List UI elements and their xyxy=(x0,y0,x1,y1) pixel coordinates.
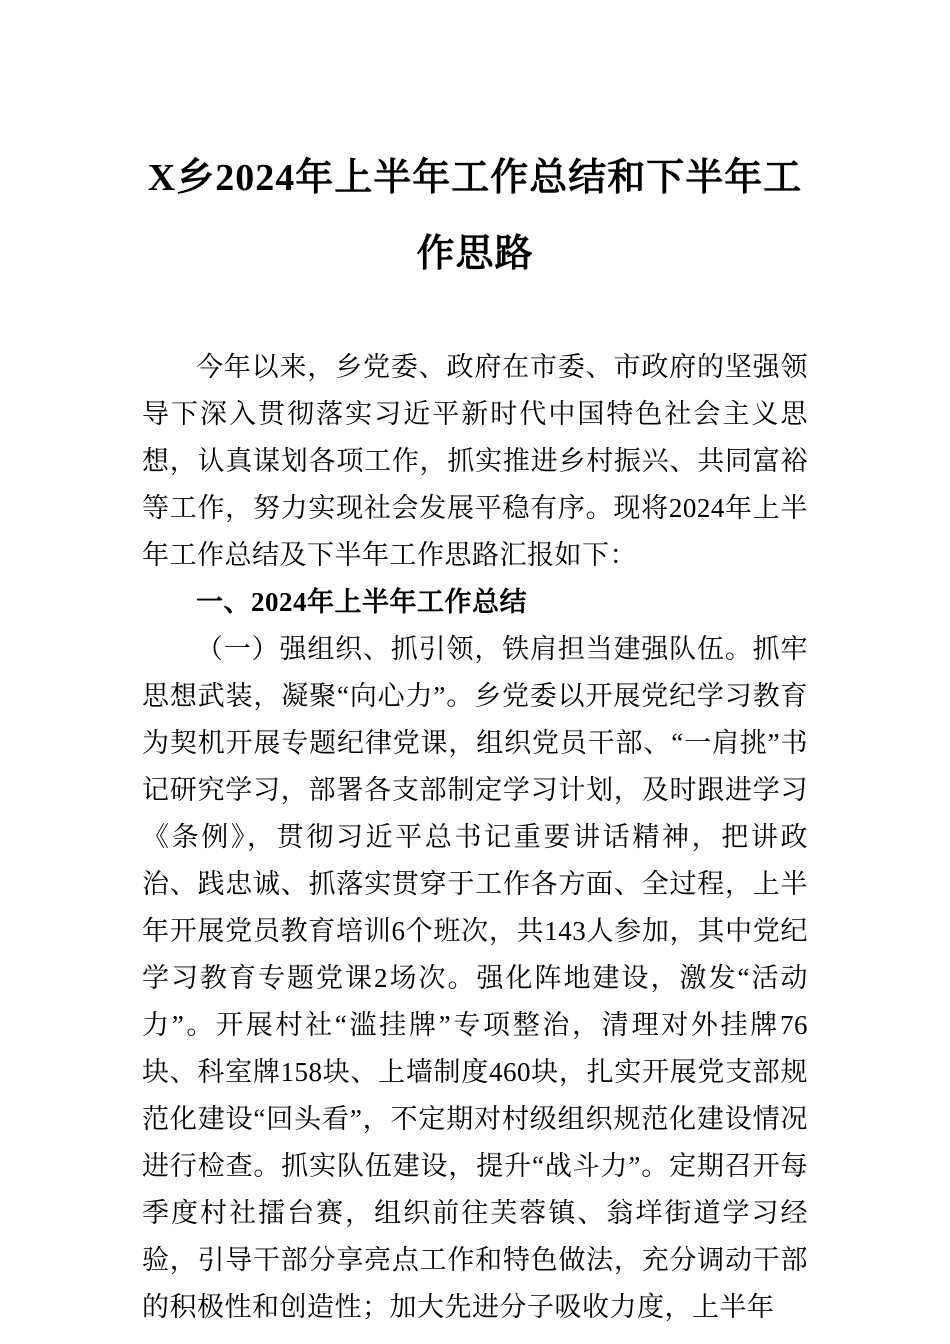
document-title: X乡2024年上半年工作总结和下半年工作思路 xyxy=(147,157,803,275)
section-heading-first-half-summary: 一、2024年上半年工作总结 xyxy=(196,587,527,617)
section1-paragraph: （一）强组织、抓引领，铁肩担当建强队伍。抓牢思想武装，凝聚“向心力”。乡党委以开展党纪学习教育为契机开展专题纪律党课，组织党员干部、“一肩挑”书记研究学习，部署各支部制定学习计划，及时跟进学习《条例》，贯彻习近平总书记重要讲话精神，把讲政治、践忠诚、抓落实贯穿于工作各方面、全过程，上半年开展党员教育培训6个班次，共143人参加，其中党纪学习教育专题党课2场次。强化阵地建设，激发“活动力”。开展村社“滥挂牌”专项整治，清理对外挂牌76块、科室牌158块、上墙制度460块，扎实开展党支部规范化建设“回头看”，不定期对村级组织规范化建设情况进行检查。抓实队伍建设，提升“战斗力”。定期召开每季度村社擂台赛，组织前往芙蓉镇、翁垟街道学习经验，引导干部分享亮点工作和特色做法，充分调动干部的积极性和创造性；加大先进分子吸收力度，上半年 xyxy=(142,634,808,1322)
intro-paragraph: 今年以来，乡党委、政府在市委、市政府的坚强领导下深入贯彻落实习近平新时代中国特色社会主义思想，认真谋划各项工作，抓实推进乡村振兴、共同富裕等工作，努力实现社会发展平稳有序。现将2024年上半年工作总结及下半年工作思路汇报如下： xyxy=(142,352,808,570)
